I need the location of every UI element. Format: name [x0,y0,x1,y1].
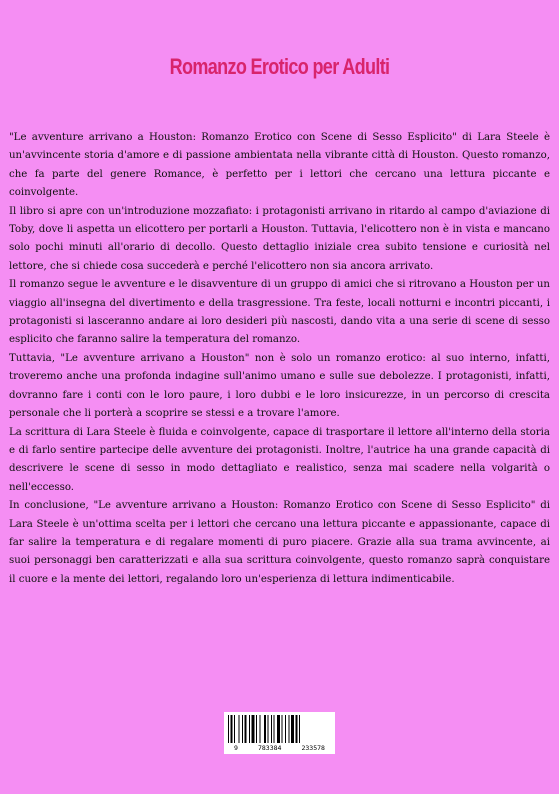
blurb-paragraph: In conclusione, "Le avventure arrivano a Houston: Romanzo Erotico con Scene di Sesso Esplicito" di Lara Steele è un'ottima scelta per i lettori che cercano una lettura piccante e appassionante, capace di far salire la temperatura e di regalare momenti di puro piacere. Grazie alla sua trama avvincente, ai suoi personaggi ben caratterizzati e alla sua scrittura coinvolgente, questo romanzo saprà conquistare il cuore e la mente dei lettori, regalando loro un'esperienza di lettura indimenticabile. [9,500,550,585]
barcode-bar [274,715,275,743]
book-title: Romanzo Erotico per Adulti [169,54,390,79]
barcode-digits [224,744,335,752]
barcode-bar [242,715,243,743]
barcode-bar [285,715,286,743]
barcode-bar [256,715,257,743]
barcode-bar [291,715,294,743]
blurb-paragraph: "Le avventure arrivano a Houston: Romanzo Erotico con Scene di Sesso Esplicito" di Lara Steele è un'avvincente storia d'amore e di passione ambientata nella vibrante città di Houston. Questo romanzo, che fa parte del genere Romance, è perfetto per i lettori che cercano una lettura piccante e coinvolgente. [9,132,550,199]
blurb-paragraph: Tuttavia, "Le avventure arrivano a Houston" non è solo un romanzo erotico: al suo interno, infatti, troveremo anche una profonda indagine sull'animo umano e sulle sue debolezze. I protagonisti, infatti, dovranno fare i conti con le loro paure, i loro dubbi e le loro insicurezze, in un percorso di crescita personale che li porterà a scoprire se stessi e a trovare l'amore. [9,352,550,420]
barcode-bar [249,715,250,743]
barcode-bar [252,715,255,743]
barcode-bar [260,715,261,743]
blurb-paragraph: Il libro si apre con un'introduzione mozzafiato: i protagonisti arrivano in ritardo al campo d'aviazione di Toby, dove li aspetta un elicottero per portarli a Houston. Tuttavia, l'elicottero non è in vista e mancano solo pochi minuti all'orario di decollo. Questo dettaglio iniziale crea subito tensione e curiosità nel lettore, che si chiede cosa succederà e perché l'elicottero non sia ancora arrivato. [9,205,550,272]
barcode-bar [271,715,272,743]
barcode-digit-group: 783384 [257,744,282,752]
barcode-bar [231,715,233,743]
barcode-bar [296,715,298,743]
blurb-paragraph: La scrittura di Lara Steele è fluida e coinvolgente, capace di trasportare il lettore all'interno della storia e di farlo sentire partecipe delle avventure dei protagonisti. Inoltre, l'autrice ha una grande capacità di descrivere le scene di sesso in modo dettagliato e realistico, senza mai scadere nella volgarità o nell'eccesso. [9,426,550,493]
barcode-bar [289,715,290,743]
barcode-bar [245,715,247,743]
barcode-bar [228,715,229,743]
barcode-digit-group: 233578 [301,744,325,752]
isbn-barcode [224,712,335,754]
barcode-digit-group: 9 [234,744,238,752]
barcode-bar [277,715,280,743]
barcode-bar [239,715,240,743]
barcode-bar [234,715,235,743]
barcode-bar [268,715,269,743]
blurb-paragraph: Il romanzo segue le avventure e le disavventure di un gruppo di amici che si ritrovano a Houston per un viaggio all'insegna del divertimento e della trasgressione. Tra feste, locali notturni e incontri piccanti, i protagonisti si lasceranno andare ai loro desideri più nascosti, dando vita a una serie di scene di sesso esplicito che faranno salire la temperatura del romanzo. [9,279,550,346]
barcode-bar [282,715,283,743]
back-cover-blurb [9,129,550,589]
barcode-bar [299,715,300,743]
barcode-bar [264,715,266,743]
